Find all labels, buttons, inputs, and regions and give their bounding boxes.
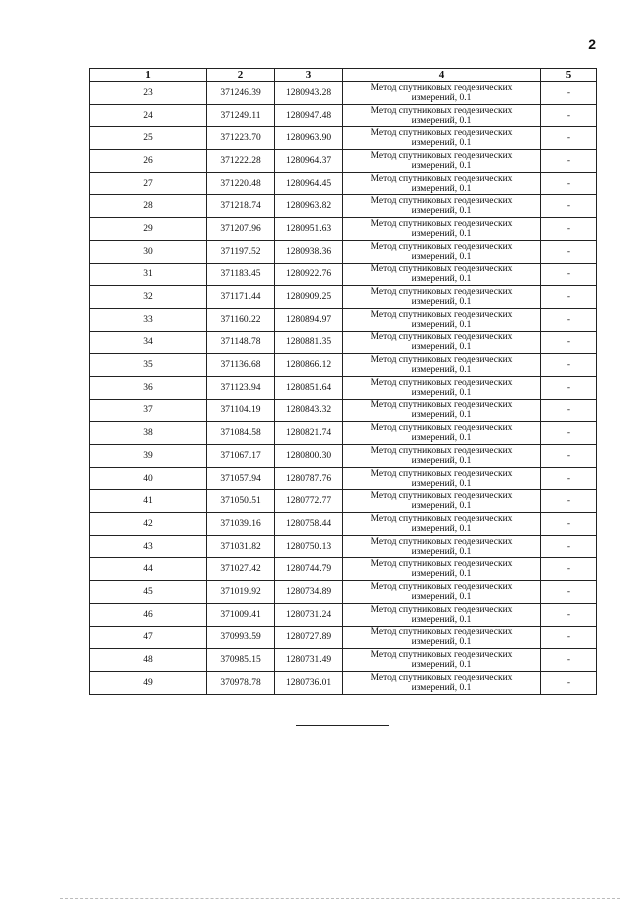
method-accuracy-cell <box>343 218 541 241</box>
column-5-cell: - <box>541 331 597 354</box>
table-row <box>90 195 597 218</box>
x-coordinate-cell: 370985.15 <box>207 649 275 672</box>
column-header-5: 5 <box>541 69 597 82</box>
method-accuracy-cell <box>343 467 541 490</box>
method-line-2: измерений, 0.1 <box>411 274 472 285</box>
method-line-2: измерений, 0.1 <box>411 523 472 534</box>
x-coordinate-cell: 371220.48 <box>207 172 275 195</box>
x-coordinate-cell: 371057.94 <box>207 467 275 490</box>
table-row <box>90 376 597 399</box>
column-5-cell: - <box>541 172 597 195</box>
method-line-2: измерений, 0.1 <box>411 410 472 421</box>
x-coordinate-cell: 371027.42 <box>207 558 275 581</box>
method-accuracy-cell <box>343 263 541 286</box>
method-line-1: Метод спутниковых геодезических <box>370 672 513 683</box>
x-coordinate-cell: 371136.68 <box>207 354 275 377</box>
method-line-1: Метод спутниковых геодезических <box>370 150 513 161</box>
point-number-cell: 27 <box>90 172 207 195</box>
table-row <box>90 513 597 536</box>
table-row <box>90 422 597 445</box>
method-line-2: измерений, 0.1 <box>411 478 472 489</box>
table-row <box>90 82 597 105</box>
page-number: 2 <box>588 36 596 52</box>
x-coordinate-cell: 371148.78 <box>207 331 275 354</box>
method-accuracy-cell <box>343 82 541 105</box>
column-5-cell: - <box>541 558 597 581</box>
y-coordinate-cell: 1280964.37 <box>275 150 343 173</box>
x-coordinate-cell: 371104.19 <box>207 399 275 422</box>
x-coordinate-cell: 370978.78 <box>207 671 275 694</box>
y-coordinate-cell: 1280744.79 <box>275 558 343 581</box>
method-line-1: Метод спутниковых геодезических <box>370 581 513 592</box>
point-number-cell: 42 <box>90 513 207 536</box>
column-5-cell: - <box>541 649 597 672</box>
point-number-cell: 26 <box>90 150 207 173</box>
y-coordinate-cell: 1280731.49 <box>275 649 343 672</box>
point-number-cell: 34 <box>90 331 207 354</box>
method-accuracy-cell <box>343 104 541 127</box>
point-number-cell: 24 <box>90 104 207 127</box>
column-5-cell: - <box>541 603 597 626</box>
method-line-1: Метод спутниковых геодезических <box>370 513 513 524</box>
method-line-2: измерений, 0.1 <box>411 501 472 512</box>
table-row <box>90 218 597 241</box>
method-line-2: измерений, 0.1 <box>411 637 472 648</box>
table-row <box>90 535 597 558</box>
method-line-1: Метод спутниковых геодезических <box>370 627 513 638</box>
point-number-cell: 25 <box>90 127 207 150</box>
method-accuracy-cell <box>343 626 541 649</box>
column-5-cell: - <box>541 399 597 422</box>
method-line-1: Метод спутниковых геодезических <box>370 218 513 229</box>
column-5-cell: - <box>541 626 597 649</box>
method-accuracy-cell <box>343 331 541 354</box>
x-coordinate-cell: 371123.94 <box>207 376 275 399</box>
method-accuracy-cell <box>343 195 541 218</box>
point-number-cell: 31 <box>90 263 207 286</box>
x-coordinate-cell: 371050.51 <box>207 490 275 513</box>
y-coordinate-cell: 1280866.12 <box>275 354 343 377</box>
y-coordinate-cell: 1280851.64 <box>275 376 343 399</box>
point-number-cell: 48 <box>90 649 207 672</box>
point-number-cell: 38 <box>90 422 207 445</box>
column-5-cell: - <box>541 195 597 218</box>
method-line-2: измерений, 0.1 <box>411 387 472 398</box>
method-line-1: Метод спутниковых геодезических <box>370 82 513 93</box>
method-line-1: Метод спутниковых геодезических <box>370 377 513 388</box>
point-number-cell: 44 <box>90 558 207 581</box>
table-row <box>90 467 597 490</box>
x-coordinate-cell: 371183.45 <box>207 263 275 286</box>
column-5-cell: - <box>541 581 597 604</box>
x-coordinate-cell: 371249.11 <box>207 104 275 127</box>
column-header-1: 1 <box>90 69 207 82</box>
table-row <box>90 331 597 354</box>
method-line-2: измерений, 0.1 <box>411 115 472 126</box>
method-line-2: измерений, 0.1 <box>411 138 472 149</box>
method-line-1: Метод спутниковых геодезических <box>370 650 513 661</box>
x-coordinate-cell: 371160.22 <box>207 308 275 331</box>
y-coordinate-cell: 1280963.82 <box>275 195 343 218</box>
method-line-1: Метод спутниковых геодезических <box>370 355 513 366</box>
method-accuracy-cell <box>343 581 541 604</box>
y-coordinate-cell: 1280938.36 <box>275 240 343 263</box>
x-coordinate-cell: 371019.92 <box>207 581 275 604</box>
method-line-1: Метод спутниковых геодезических <box>370 400 513 411</box>
method-line-2: измерений, 0.1 <box>411 92 472 103</box>
point-number-cell: 28 <box>90 195 207 218</box>
method-line-2: измерений, 0.1 <box>411 251 472 262</box>
column-5-cell: - <box>541 240 597 263</box>
table-row <box>90 354 597 377</box>
point-number-cell: 47 <box>90 626 207 649</box>
method-line-1: Метод спутниковых геодезических <box>370 491 513 502</box>
method-line-1: Метод спутниковых геодезических <box>370 128 513 139</box>
method-accuracy-cell <box>343 513 541 536</box>
column-5-cell: - <box>541 467 597 490</box>
table-row <box>90 649 597 672</box>
method-accuracy-cell <box>343 240 541 263</box>
method-line-2: измерений, 0.1 <box>411 591 472 602</box>
x-coordinate-cell: 371197.52 <box>207 240 275 263</box>
column-5-cell: - <box>541 127 597 150</box>
method-line-2: измерений, 0.1 <box>411 342 472 353</box>
point-number-cell: 36 <box>90 376 207 399</box>
point-number-cell: 30 <box>90 240 207 263</box>
footer-scan-marks <box>60 898 620 899</box>
point-number-cell: 37 <box>90 399 207 422</box>
table-row <box>90 263 597 286</box>
table-row <box>90 150 597 173</box>
y-coordinate-cell: 1280943.28 <box>275 82 343 105</box>
x-coordinate-cell: 371084.58 <box>207 422 275 445</box>
point-number-cell: 40 <box>90 467 207 490</box>
y-coordinate-cell: 1280963.90 <box>275 127 343 150</box>
method-accuracy-cell <box>343 671 541 694</box>
column-5-cell: - <box>541 376 597 399</box>
column-header-4: 4 <box>343 69 541 82</box>
x-coordinate-cell: 371009.41 <box>207 603 275 626</box>
method-line-2: измерений, 0.1 <box>411 433 472 444</box>
column-5-cell: - <box>541 671 597 694</box>
table-row <box>90 127 597 150</box>
method-line-2: измерений, 0.1 <box>411 569 472 580</box>
method-accuracy-cell <box>343 535 541 558</box>
method-line-1: Метод спутниковых геодезических <box>370 536 513 547</box>
table-body <box>90 82 597 695</box>
table-row <box>90 104 597 127</box>
method-accuracy-cell <box>343 376 541 399</box>
method-line-2: измерений, 0.1 <box>411 660 472 671</box>
column-header-2: 2 <box>207 69 275 82</box>
y-coordinate-cell: 1280772.77 <box>275 490 343 513</box>
point-number-cell: 46 <box>90 603 207 626</box>
x-coordinate-cell: 371207.96 <box>207 218 275 241</box>
method-accuracy-cell <box>343 354 541 377</box>
table-row <box>90 603 597 626</box>
method-accuracy-cell <box>343 286 541 309</box>
x-coordinate-cell: 371223.70 <box>207 127 275 150</box>
method-accuracy-cell <box>343 127 541 150</box>
method-accuracy-cell <box>343 172 541 195</box>
x-coordinate-cell: 371171.44 <box>207 286 275 309</box>
point-number-cell: 29 <box>90 218 207 241</box>
x-coordinate-cell: 371039.16 <box>207 513 275 536</box>
column-5-cell: - <box>541 445 597 468</box>
method-line-2: измерений, 0.1 <box>411 297 472 308</box>
y-coordinate-cell: 1280800.30 <box>275 445 343 468</box>
table-row <box>90 558 597 581</box>
column-header-3: 3 <box>275 69 343 82</box>
x-coordinate-cell: 371067.17 <box>207 445 275 468</box>
method-line-1: Метод спутниковых геодезических <box>370 196 513 207</box>
method-line-2: измерений, 0.1 <box>411 455 472 466</box>
table-row <box>90 490 597 513</box>
method-line-2: измерений, 0.1 <box>411 228 472 239</box>
y-coordinate-cell: 1280758.44 <box>275 513 343 536</box>
method-line-1: Метод спутниковых геодезических <box>370 332 513 343</box>
method-line-2: измерений, 0.1 <box>411 160 472 171</box>
y-coordinate-cell: 1280909.25 <box>275 286 343 309</box>
method-line-2: измерений, 0.1 <box>411 319 472 330</box>
method-line-1: Метод спутниковых геодезических <box>370 105 513 116</box>
point-number-cell: 39 <box>90 445 207 468</box>
table-row <box>90 581 597 604</box>
table-row <box>90 626 597 649</box>
table-row <box>90 286 597 309</box>
method-line-1: Метод спутниковых геодезических <box>370 423 513 434</box>
method-line-1: Метод спутниковых геодезических <box>370 173 513 184</box>
x-coordinate-cell: 371031.82 <box>207 535 275 558</box>
y-coordinate-cell: 1280750.13 <box>275 535 343 558</box>
point-number-cell: 49 <box>90 671 207 694</box>
method-line-2: измерений, 0.1 <box>411 546 472 557</box>
method-line-1: Метод спутниковых геодезических <box>370 241 513 252</box>
point-number-cell: 45 <box>90 581 207 604</box>
table-row <box>90 399 597 422</box>
column-5-cell: - <box>541 354 597 377</box>
method-accuracy-cell <box>343 603 541 626</box>
y-coordinate-cell: 1280734.89 <box>275 581 343 604</box>
column-5-cell: - <box>541 82 597 105</box>
y-coordinate-cell: 1280964.45 <box>275 172 343 195</box>
method-line-2: измерений, 0.1 <box>411 206 472 217</box>
y-coordinate-cell: 1280821.74 <box>275 422 343 445</box>
method-accuracy-cell <box>343 558 541 581</box>
point-number-cell: 43 <box>90 535 207 558</box>
column-5-cell: - <box>541 535 597 558</box>
method-accuracy-cell <box>343 422 541 445</box>
point-number-cell: 41 <box>90 490 207 513</box>
method-line-2: измерений, 0.1 <box>411 682 472 693</box>
coordinates-table <box>89 68 597 695</box>
method-line-1: Метод спутниковых геодезических <box>370 309 513 320</box>
x-coordinate-cell: 371218.74 <box>207 195 275 218</box>
column-5-cell: - <box>541 422 597 445</box>
method-accuracy-cell <box>343 445 541 468</box>
column-5-cell: - <box>541 513 597 536</box>
y-coordinate-cell: 1280951.63 <box>275 218 343 241</box>
column-5-cell: - <box>541 150 597 173</box>
y-coordinate-cell: 1280922.76 <box>275 263 343 286</box>
table-row <box>90 671 597 694</box>
y-coordinate-cell: 1280843.32 <box>275 399 343 422</box>
method-line-1: Метод спутниковых геодезических <box>370 559 513 570</box>
y-coordinate-cell: 1280881.35 <box>275 331 343 354</box>
method-accuracy-cell <box>343 649 541 672</box>
table-row <box>90 172 597 195</box>
column-5-cell: - <box>541 104 597 127</box>
method-accuracy-cell <box>343 399 541 422</box>
x-coordinate-cell: 371246.39 <box>207 82 275 105</box>
separator-line <box>296 725 389 726</box>
table-row <box>90 445 597 468</box>
x-coordinate-cell: 370993.59 <box>207 626 275 649</box>
method-line-1: Метод спутниковых геодезических <box>370 468 513 479</box>
method-line-1: Метод спутниковых геодезических <box>370 264 513 275</box>
column-5-cell: - <box>541 286 597 309</box>
point-number-cell: 33 <box>90 308 207 331</box>
y-coordinate-cell: 1280731.24 <box>275 603 343 626</box>
table-row <box>90 240 597 263</box>
column-5-cell: - <box>541 308 597 331</box>
point-number-cell: 23 <box>90 82 207 105</box>
y-coordinate-cell: 1280947.48 <box>275 104 343 127</box>
table-row <box>90 308 597 331</box>
method-line-1: Метод спутниковых геодезических <box>370 287 513 298</box>
y-coordinate-cell: 1280736.01 <box>275 671 343 694</box>
x-coordinate-cell: 371222.28 <box>207 150 275 173</box>
method-line-1: Метод спутниковых геодезических <box>370 604 513 615</box>
y-coordinate-cell: 1280727.89 <box>275 626 343 649</box>
method-line-2: измерений, 0.1 <box>411 183 472 194</box>
column-5-cell: - <box>541 218 597 241</box>
method-accuracy-cell <box>343 490 541 513</box>
method-accuracy-cell <box>343 308 541 331</box>
y-coordinate-cell: 1280894.97 <box>275 308 343 331</box>
column-5-cell: - <box>541 263 597 286</box>
point-number-cell: 32 <box>90 286 207 309</box>
method-line-2: измерений, 0.1 <box>411 614 472 625</box>
point-number-cell: 35 <box>90 354 207 377</box>
y-coordinate-cell: 1280787.76 <box>275 467 343 490</box>
table-header-row <box>90 69 597 82</box>
method-line-1: Метод спутниковых геодезических <box>370 445 513 456</box>
method-accuracy-cell <box>343 150 541 173</box>
method-line-2: измерений, 0.1 <box>411 365 472 376</box>
column-5-cell: - <box>541 490 597 513</box>
